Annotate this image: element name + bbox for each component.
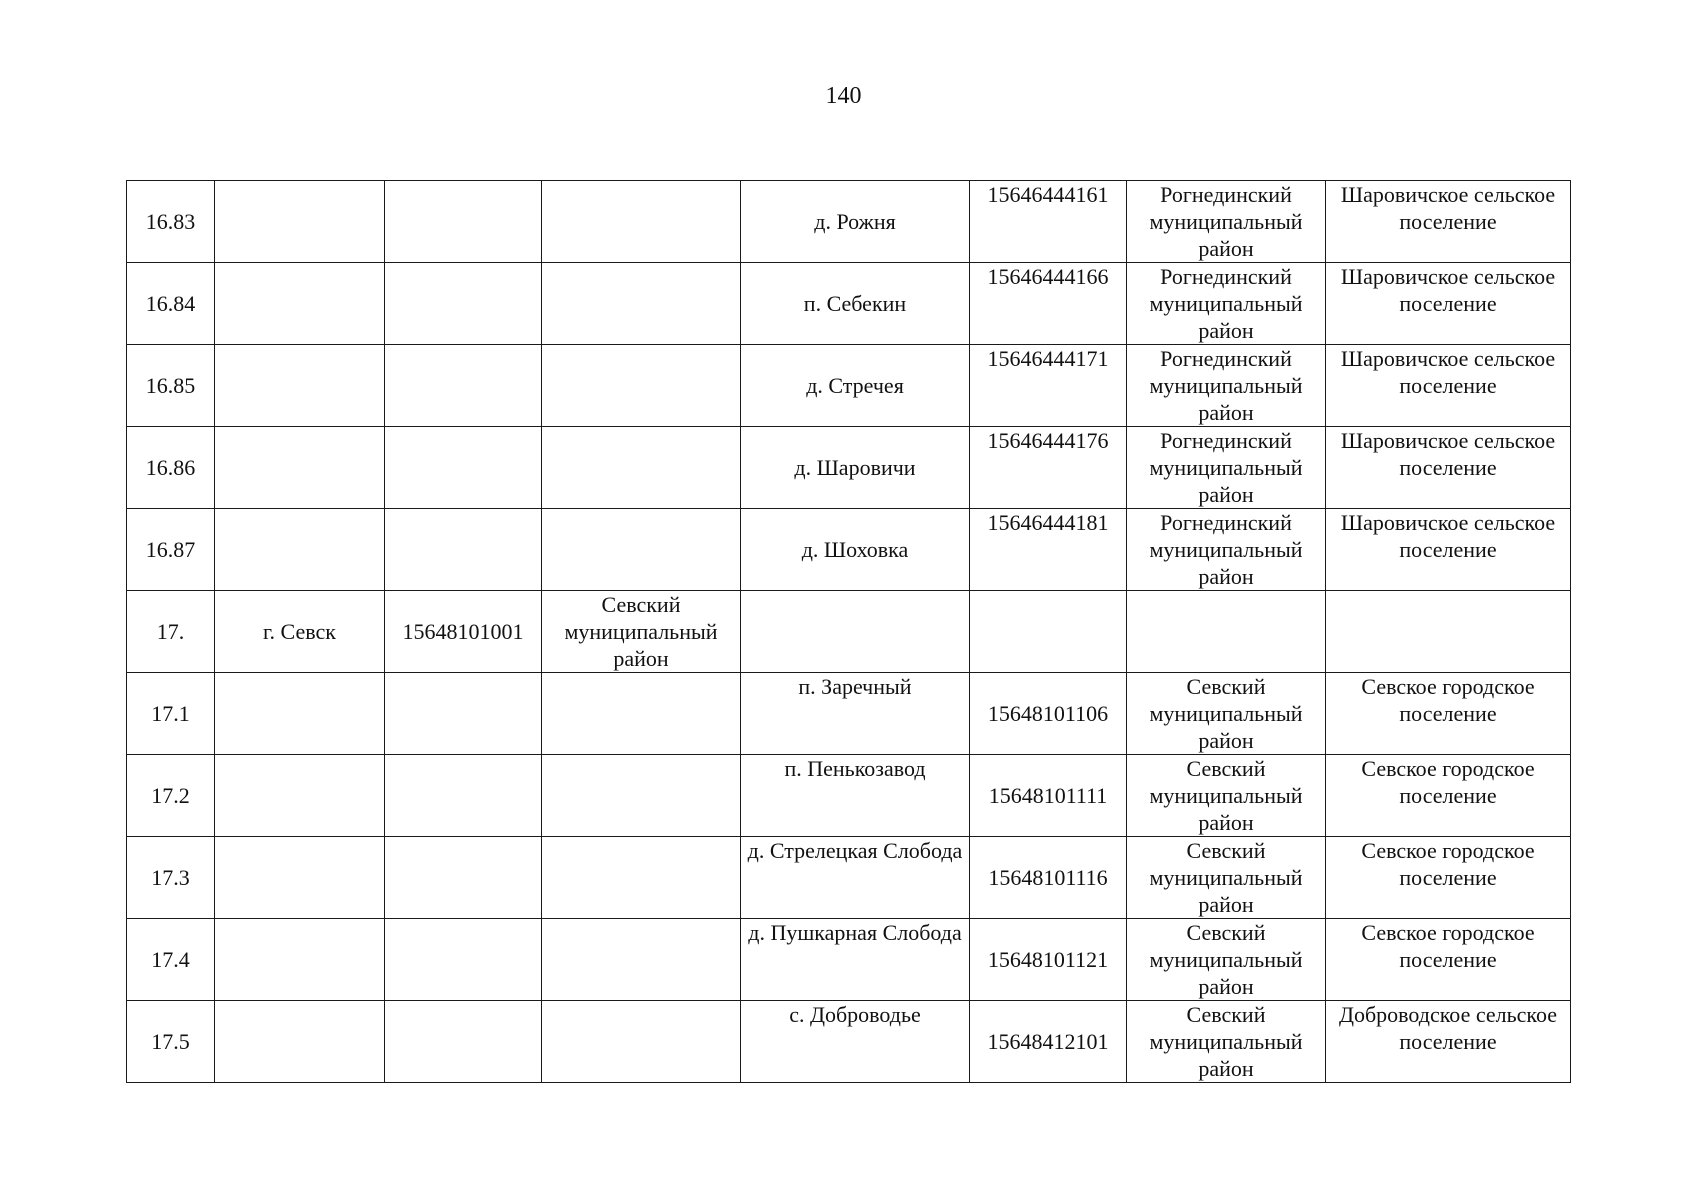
settlement-cell	[1326, 673, 1571, 755]
table-row	[127, 181, 1571, 263]
table-row	[127, 591, 1571, 673]
settlement-cell	[1326, 181, 1571, 263]
town-code-cell	[385, 673, 542, 755]
town-code-cell	[385, 345, 542, 427]
row-number-cell	[127, 263, 215, 345]
row-number-cell	[127, 509, 215, 591]
locality-cell	[741, 181, 970, 263]
town-district-cell	[542, 509, 741, 591]
row-number-text: 17.	[156, 619, 185, 644]
settlement-cell	[1326, 427, 1571, 509]
row-number-cell	[127, 837, 215, 919]
town-name-cell	[215, 509, 385, 591]
town-district-cell	[542, 345, 741, 427]
table-row	[127, 837, 1571, 919]
district-text: Рогнединский муниципальный район	[1149, 346, 1303, 425]
table-row	[127, 509, 1571, 591]
row-number-text: 16.85	[145, 373, 196, 398]
table-row	[127, 1001, 1571, 1083]
locality-cell	[741, 673, 970, 755]
town-name-cell	[215, 591, 385, 673]
oktmo-code-text: 15648101116	[988, 865, 1108, 890]
town-name-cell	[215, 181, 385, 263]
settlement-cell	[1326, 837, 1571, 919]
oktmo-code-cell	[970, 673, 1127, 755]
oktmo-code-text: 15648101106	[987, 701, 1109, 726]
district-cell	[1127, 755, 1326, 837]
oktmo-code-text: 15646444171	[987, 346, 1109, 371]
settlement-cell	[1326, 345, 1571, 427]
town-code-cell	[385, 591, 542, 673]
settlement-registry-table	[126, 180, 1571, 1083]
district-cell	[1127, 181, 1326, 263]
town-code-text: 15648101001	[402, 619, 524, 644]
locality-text: с. Доброводье	[789, 1002, 921, 1027]
town-district-cell	[542, 427, 741, 509]
town-name-cell	[215, 755, 385, 837]
locality-text: д. Стречея	[806, 373, 904, 398]
row-number-text: 17.2	[151, 783, 190, 808]
town-district-cell	[542, 591, 741, 673]
oktmo-code-cell	[970, 181, 1127, 263]
oktmo-code-cell	[970, 755, 1127, 837]
row-number-text: 16.86	[145, 455, 196, 480]
town-district-text: Севский муниципальный район	[564, 592, 718, 671]
district-cell	[1127, 345, 1326, 427]
district-text: Севский муниципальный район	[1149, 838, 1303, 917]
town-code-cell	[385, 263, 542, 345]
row-number-cell	[127, 345, 215, 427]
locality-text: п. Заречный	[798, 674, 912, 699]
town-name-cell	[215, 837, 385, 919]
district-text: Севский муниципальный район	[1149, 920, 1303, 999]
settlement-text: Севское городское поселение	[1361, 920, 1535, 972]
settlement-cell	[1326, 919, 1571, 1001]
settlement-text: Доброводское сельское поселение	[1338, 1002, 1558, 1054]
town-district-cell	[542, 673, 741, 755]
town-district-cell	[542, 919, 741, 1001]
district-cell	[1127, 509, 1326, 591]
oktmo-code-cell	[970, 1001, 1127, 1083]
district-text: Рогнединский муниципальный район	[1149, 510, 1303, 589]
locality-cell	[741, 263, 970, 345]
district-text: Севский муниципальный район	[1149, 1002, 1303, 1081]
town-name-text: г. Севск	[263, 619, 336, 644]
settlement-text: Севское городское поселение	[1361, 756, 1535, 808]
settlement-text: Севское городское поселение	[1361, 674, 1535, 726]
table-row	[127, 263, 1571, 345]
oktmo-code-text: 15646444181	[987, 510, 1109, 535]
oktmo-code-cell	[970, 345, 1127, 427]
district-text: Рогнединский муниципальный район	[1149, 428, 1303, 507]
district-cell	[1127, 837, 1326, 919]
oktmo-code-text: 15648101111	[988, 783, 1108, 808]
settlement-cell	[1326, 263, 1571, 345]
row-number-cell	[127, 673, 215, 755]
locality-text: д. Рожня	[814, 209, 896, 234]
town-district-cell	[542, 181, 741, 263]
oktmo-code-cell	[970, 919, 1127, 1001]
town-code-cell	[385, 427, 542, 509]
oktmo-code-cell	[970, 591, 1127, 673]
oktmo-code-cell	[970, 263, 1127, 345]
locality-cell	[741, 427, 970, 509]
row-number-text: 17.3	[151, 865, 190, 890]
settlement-text: Шаровичское сельское поселение	[1340, 182, 1556, 234]
row-number-cell	[127, 181, 215, 263]
locality-cell	[741, 591, 970, 673]
settlement-cell	[1326, 509, 1571, 591]
district-text: Рогнединский муниципальный район	[1149, 264, 1303, 343]
district-cell	[1127, 263, 1326, 345]
district-cell	[1127, 427, 1326, 509]
town-code-cell	[385, 1001, 542, 1083]
locality-cell	[741, 1001, 970, 1083]
locality-cell	[741, 837, 970, 919]
district-cell	[1127, 591, 1326, 673]
oktmo-code-cell	[970, 427, 1127, 509]
locality-cell	[741, 755, 970, 837]
row-number-text: 16.83	[145, 209, 196, 234]
town-district-cell	[542, 755, 741, 837]
district-cell	[1127, 1001, 1326, 1083]
town-name-cell	[215, 263, 385, 345]
table-row	[127, 755, 1571, 837]
town-code-cell	[385, 509, 542, 591]
locality-text: д. Шоховка	[801, 537, 909, 562]
town-code-cell	[385, 181, 542, 263]
row-number-cell	[127, 427, 215, 509]
town-code-cell	[385, 919, 542, 1001]
table-row	[127, 919, 1571, 1001]
row-number-cell	[127, 591, 215, 673]
row-number-cell	[127, 755, 215, 837]
locality-text: д. Стрелецкая Слобода	[747, 838, 963, 863]
town-code-cell	[385, 837, 542, 919]
district-text: Севский муниципальный район	[1149, 674, 1303, 753]
locality-cell	[741, 345, 970, 427]
row-number-text: 17.5	[151, 1029, 190, 1054]
town-district-cell	[542, 837, 741, 919]
locality-text: д. Шаровичи	[794, 455, 916, 480]
row-number-text: 16.87	[145, 537, 196, 562]
locality-cell	[741, 919, 970, 1001]
locality-text: п. Себекин	[803, 291, 907, 316]
page-number: 140	[825, 83, 862, 109]
settlement-text: Шаровичское сельское поселение	[1340, 346, 1556, 398]
settlement-text: Шаровичское сельское поселение	[1340, 428, 1556, 480]
town-name-cell	[215, 345, 385, 427]
row-number-text: 17.1	[151, 701, 190, 726]
oktmo-code-text: 15648101121	[987, 947, 1109, 972]
oktmo-code-text: 15646444176	[987, 428, 1109, 453]
town-name-cell	[215, 1001, 385, 1083]
oktmo-code-cell	[970, 837, 1127, 919]
locality-text: п. Пенькозавод	[784, 756, 926, 781]
table-row	[127, 427, 1571, 509]
settlement-text: Шаровичское сельское поселение	[1340, 264, 1556, 316]
table-row	[127, 345, 1571, 427]
town-district-cell	[542, 263, 741, 345]
town-code-cell	[385, 755, 542, 837]
district-cell	[1127, 919, 1326, 1001]
town-name-cell	[215, 919, 385, 1001]
row-number-text: 17.4	[151, 947, 190, 972]
settlement-cell	[1326, 755, 1571, 837]
table-body	[127, 181, 1571, 1083]
oktmo-code-text: 15646444166	[987, 264, 1109, 289]
settlement-cell	[1326, 591, 1571, 673]
row-number-text: 16.84	[145, 291, 196, 316]
row-number-cell	[127, 1001, 215, 1083]
settlement-text: Севское городское поселение	[1361, 838, 1535, 890]
district-cell	[1127, 673, 1326, 755]
settlement-cell	[1326, 1001, 1571, 1083]
oktmo-code-cell	[970, 509, 1127, 591]
row-number-cell	[127, 919, 215, 1001]
oktmo-code-text: 15648412101	[987, 1029, 1109, 1054]
oktmo-code-text: 15646444161	[987, 182, 1109, 207]
district-text: Севский муниципальный район	[1149, 756, 1303, 835]
settlement-text: Шаровичское сельское поселение	[1340, 510, 1556, 562]
town-name-cell	[215, 427, 385, 509]
locality-cell	[741, 509, 970, 591]
table-row	[127, 673, 1571, 755]
town-district-cell	[542, 1001, 741, 1083]
locality-text: д. Пушкарная Слобода	[748, 920, 962, 945]
district-text: Рогнединский муниципальный район	[1149, 182, 1303, 261]
town-name-cell	[215, 673, 385, 755]
